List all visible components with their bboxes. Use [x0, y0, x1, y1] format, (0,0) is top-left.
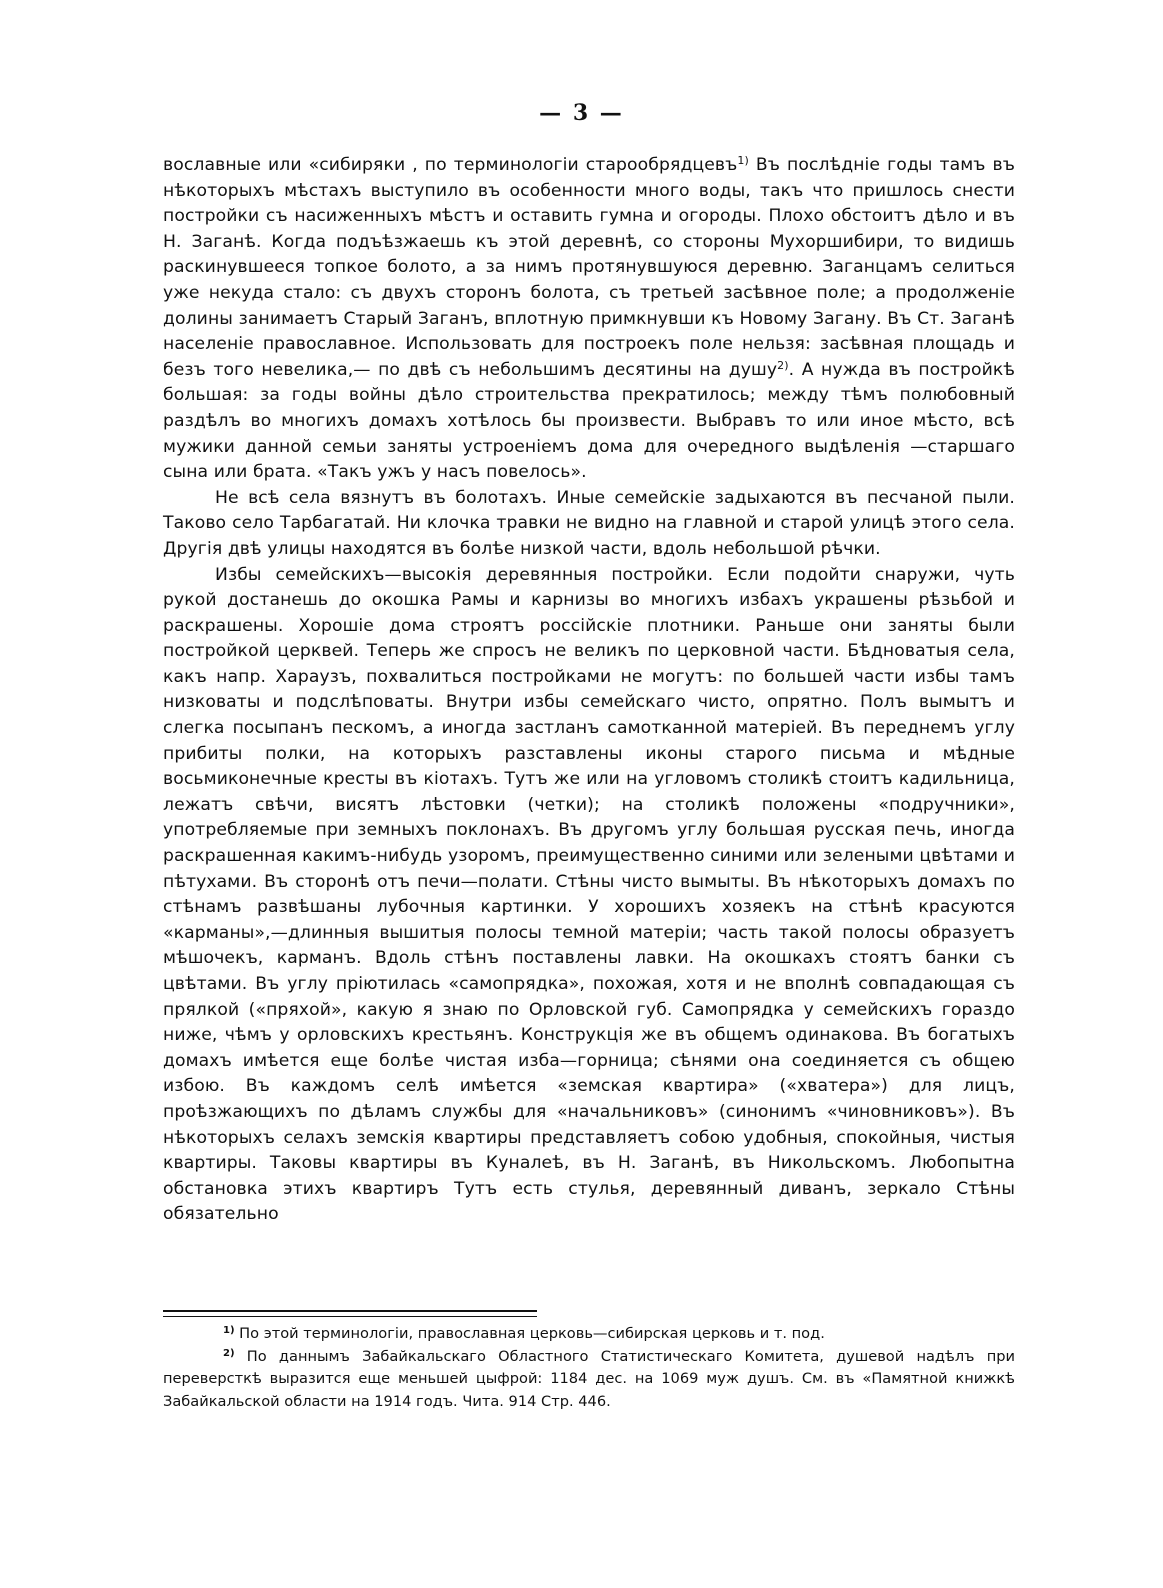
paragraph-1	[163, 153, 1015, 486]
paragraph-1-text-a: вославные или «сибиряки , по терминологіи старообрядцевъ	[163, 155, 738, 175]
footnote-ref-2: 2)	[777, 358, 789, 372]
page-number: — 3 —	[539, 100, 624, 126]
footnote-2-mark: 2)	[223, 1347, 235, 1359]
footnote-1-mark: 1)	[223, 1325, 235, 1336]
body-text	[163, 153, 1015, 1228]
footnote-divider	[163, 1310, 537, 1312]
footnote-2-text: По даннымъ Забайкальскаго Областного Статистическаго Комитета, душевой надѣлъ при переверсткѣ выразится еще меньшей цыфрой: 1184 дес. на 1069 муж душъ. См. въ «Памятной книжкѣ Забайкальской области на 1914 годъ. Чита. 914 Стр. 446.	[163, 1347, 1015, 1410]
footnotes	[163, 1323, 1015, 1413]
paragraph-3: Избы семейскихъ—высокія деревянныя постройки. Если подойти снаружи, чуть рукой достанешь до окошка Рамы и карнизы во многихъ избахъ украшены рѣзьбой и раскрашены. Хорошіе дома строятъ россійскіе плотники. Раньше они заняты были постройкой церквей. Теперь же спросъ не великъ по церковной части. Бѣдноватыя села, какъ напр. Хараузъ, похвалиться постройками не могутъ: по большей части избы тамъ низковаты и подслѣповаты. Внутри избы семейскаго чисто, опрятно. Полъ вымытъ и слегка посыпанъ пескомъ, а иногда застланъ самотканной матеріей. Въ переднемъ углу прибиты полки, на которыхъ разставлены иконы старого письма и мѣдные восьмиконечные кресты въ кіотахъ. Тутъ же или на угловомъ столикѣ стоитъ кадильница, лежатъ свѣчи, висятъ лѣстовки (четки); на столикѣ положены «подручники», употребляемые при земныхъ поклонахъ. Въ другомъ углу большая русская печь, иногда раскрашенная какимъ-нибудь узоромъ, преимущественно синими или зелеными цвѣтами и пѣтухами. Въ сторонѣ отъ печи—полати. Стѣны чисто вымыты. Въ нѣкоторыхъ домахъ по стѣнамъ развѣшаны лубочныя картинки. У хорошихъ хозяекъ на стѣнѣ красуются «карманы»,—длинныя вышитыя полосы темной матеріи; часть такой полосы образуетъ мѣшочекъ, карманъ. Вдоль стѣнъ поставлены лавки. На окошкахъ стоятъ банки съ цвѣтами. Въ углу пріютилась «самопрядка», похожая, хотя и не вполнѣ совпадающая съ прялкой («пряхой», какую я знаю по Орловской губ. Самопрядка у семейскихъ гораздо ниже, чѣмъ у орловскихъ крестьянъ. Конструкція же въ общемъ одинакова. Въ богатыхъ домахъ имѣется еще болѣе чистая изба—горница; сѣнями она соединяется съ общею избою. Въ каждомъ селѣ имѣется «земская квартира» («хватера») для лицъ, проѣзжающихъ по дѣламъ службы для «начальниковъ» (синонимъ «чиновниковъ»). Въ нѣкоторыхъ селахъ земскія квартиры представляетъ собою удобныя, спокойныя, чистыя квартиры. Таковы квартиры въ Куналеѣ, въ Н. Заганѣ, въ Никольскомъ. Любопытна обстановка этихъ квартиръ Тутъ есть стулья, деревянный диванъ, зеркало Стѣны обязательно	[163, 564, 1015, 1225]
paragraph-2: Не всѣ села вязнутъ въ болотахъ. Иные семейскіе задыхаются въ песчаной пыли. Таково село Тарбагатай. Ни клочка травки не видно на главной и старой улицѣ этого села. Другія двѣ улицы находятся въ болѣе низкой части, вдоль небольшой рѣчки.	[163, 487, 1015, 559]
footnote-divider-thin	[163, 1316, 537, 1317]
footnote-1-text: По этой терминологіи, православная церковь—сибирская церковь и т. под.	[234, 1325, 825, 1342]
footnote-1	[163, 1323, 1015, 1346]
paragraph-1-text-c: . А нужда въ постройкѣ большая: за годы войны дѣло строительства прекратилось; между тѣмъ полюбовный раздѣлъ во многихъ домахъ хотѣлось бы произвести. Выбравъ то или иное мѣсто, всѣ мужики данной семьи заняты устроеніемъ дома для очередного выдѣленія —старшаго сына или брата. «Такъ ужъ у насъ повелось».	[163, 359, 1015, 483]
footnote-ref-1: 1)	[737, 154, 749, 167]
paragraph-1-text-b: Въ послѣдніе годы тамъ въ нѣкоторыхъ мѣстахъ выступило въ особенности много воды, такъ что пришлось снести постройки съ насиженныхъ мѣстъ и оставить гумна и огороды. Плохо обстоитъ дѣло и въ Н. Заганѣ. Когда подъѣзжаешь къ этой деревнѣ, со стороны Мухоршибири, то видишь раскинувшееся топкое болото, а за нимъ протянувшуюся деревню. Заганцамъ селиться уже некуда стало: съ двухъ сторонъ болота, съ третьей засѣвное поле; а продолженіе долины занимаетъ Старый Заганъ, вплотную примкнувши къ Новому Загану. Въ Ст. Заганѣ населеніе православное. Использовать для построекъ поле нельзя: засѣвная площадь и безъ того невелика,— по двѣ съ небольшимъ десятины на душу	[163, 155, 1015, 380]
footnote-2	[163, 1346, 1015, 1414]
